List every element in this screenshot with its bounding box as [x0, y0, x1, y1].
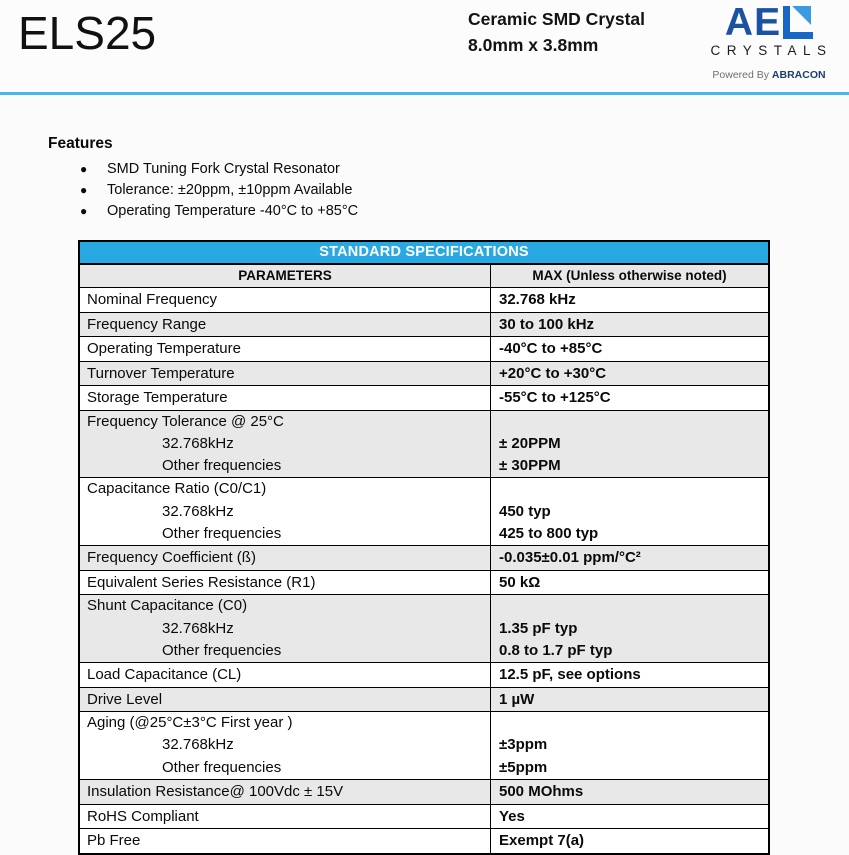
feature-text: Operating Temperature -40°C to +85°C	[107, 203, 359, 219]
value-text	[491, 478, 768, 500]
param-cell	[80, 337, 491, 361]
param-subtext: Other frequencies	[162, 457, 282, 475]
feature-text: Tolerance: ±20ppm, ±10ppm Available	[107, 182, 353, 198]
features-list	[48, 159, 849, 222]
bullet-icon: ●	[80, 162, 88, 176]
ael-logo	[698, 1, 840, 81]
value-text: ± 20PPM	[499, 434, 561, 452]
param-text: Pb Free	[87, 832, 141, 850]
product-subtitle	[468, 6, 645, 58]
param-text: Frequency Range	[87, 315, 207, 333]
feature-item	[48, 201, 849, 222]
param-text: Frequency Tolerance @ 25°C	[87, 412, 284, 430]
param-cell	[80, 805, 491, 829]
param-text: Nominal Frequency	[87, 291, 218, 308]
subtitle-line1: Ceramic SMD Crystal	[468, 9, 646, 29]
param-subtext: 32.768kHz	[162, 434, 234, 452]
value-cell	[491, 411, 768, 478]
param-text: Equivalent Series Resistance (R1)	[87, 573, 316, 591]
param-text: Operating Temperature	[87, 340, 241, 357]
value-cell	[491, 805, 768, 829]
value-text: Exempt 7(a)	[499, 832, 585, 850]
param-text: Drive Level	[87, 690, 163, 708]
spec-table	[78, 240, 770, 855]
param-subtext: 32.768kHz	[162, 619, 234, 637]
parameters-column-header: PARAMETERS	[80, 265, 491, 287]
value-text: 30 to 100 kHz	[499, 315, 595, 333]
param-cell	[80, 688, 491, 712]
value-text: 0.8 to 1.7 pF typ	[499, 641, 613, 659]
param-subtext: Other frequencies	[162, 758, 282, 776]
param-text: Capacitance Ratio (C0/C1)	[87, 480, 267, 498]
value-cell	[491, 663, 768, 687]
table-row	[80, 570, 768, 595]
powered-by-label	[698, 69, 840, 81]
feature-item	[48, 180, 849, 201]
table-row	[80, 312, 768, 337]
param-cell	[80, 663, 491, 687]
param-text: Aging (@25°C±3°C First year )	[87, 714, 293, 732]
value-cell	[491, 688, 768, 712]
param-text: Storage Temperature	[87, 389, 228, 406]
value-cell	[491, 780, 768, 804]
param-text: Load Capacitance (CL)	[87, 666, 242, 684]
param-text: RoHS Compliant	[87, 807, 199, 825]
table-row	[80, 594, 768, 662]
param-cell	[80, 478, 491, 545]
value-text: 500 MOhms	[499, 783, 584, 801]
max-column-header: MAX (Unless otherwise noted)	[532, 268, 727, 283]
table-row	[80, 477, 768, 545]
powered-by-prefix: Powered By	[712, 69, 772, 81]
value-text: ± 30PPM	[499, 457, 561, 475]
param-text: Insulation Resistance@ 100Vdc ± 15V	[87, 783, 344, 801]
table-row	[80, 804, 768, 829]
abracon-brand: ABRACON	[771, 69, 826, 81]
table-row	[80, 662, 768, 687]
logo-brand-text: AE	[724, 1, 782, 44]
value-text: -40°C to +85°C	[499, 340, 603, 357]
value-text: 1 µW	[499, 690, 535, 708]
value-cell	[491, 288, 768, 312]
param-cell	[80, 595, 491, 662]
param-cell	[80, 288, 491, 312]
page-header	[0, 0, 849, 95]
features-section	[48, 135, 849, 222]
table-row	[80, 545, 768, 570]
value-cell	[491, 595, 768, 662]
value-text	[491, 712, 768, 734]
value-text	[491, 595, 768, 617]
table-row	[80, 410, 768, 478]
value-text: 32.768 kHz	[499, 291, 576, 308]
feature-text: SMD Tuning Fork Crystal Resonator	[107, 161, 340, 177]
value-text: +20°C to +30°C	[499, 364, 607, 382]
param-cell	[80, 386, 491, 410]
value-cell	[491, 712, 768, 779]
table-row	[80, 779, 768, 804]
param-text: Turnover Temperature	[87, 364, 235, 382]
value-text: Yes	[499, 807, 525, 825]
table-row	[80, 287, 768, 312]
table-row	[80, 687, 768, 712]
subtitle-line2: 8.0mm x 3.8mm	[468, 35, 599, 55]
param-cell	[80, 362, 491, 386]
bullet-icon: ●	[80, 204, 88, 218]
logo-wordmark	[698, 1, 840, 44]
value-text: -0.035±0.01 ppm/°C²	[499, 549, 641, 567]
value-cell	[491, 386, 768, 410]
value-cell	[491, 362, 768, 386]
spec-table-body	[80, 287, 768, 853]
features-heading: Features	[48, 135, 113, 152]
param-cell	[80, 780, 491, 804]
table-row	[80, 361, 768, 386]
value-text: ±3ppm	[499, 736, 548, 754]
value-cell	[491, 546, 768, 570]
param-subtext: Other frequencies	[162, 524, 282, 542]
spec-table-header-row	[80, 263, 768, 287]
param-cell	[80, 546, 491, 570]
value-cell	[491, 337, 768, 361]
table-row	[80, 828, 768, 853]
param-cell	[80, 411, 491, 478]
bullet-icon: ●	[80, 183, 88, 197]
value-cell	[491, 313, 768, 337]
value-text: 12.5 pF, see options	[499, 666, 641, 684]
param-text: Shunt Capacitance (C0)	[87, 597, 248, 615]
param-subtext: Other frequencies	[162, 641, 282, 659]
value-text: 50 kΩ	[499, 573, 541, 591]
param-subtext: 32.768kHz	[162, 736, 234, 754]
value-text: ±5ppm	[499, 758, 548, 776]
value-cell	[491, 571, 768, 595]
table-row	[80, 336, 768, 361]
logo-l-glyph	[783, 6, 813, 39]
value-text	[491, 411, 768, 433]
value-text: -55°C to +125°C	[499, 389, 611, 406]
value-cell	[491, 478, 768, 545]
logo-sub-text: CRYSTALS	[710, 43, 833, 58]
param-cell	[80, 571, 491, 595]
param-cell	[80, 313, 491, 337]
value-text: 425 to 800 typ	[499, 524, 599, 542]
param-cell	[80, 712, 491, 779]
spec-table-title: STANDARD SPECIFICATIONS	[80, 242, 768, 263]
param-subtext: 32.768kHz	[162, 502, 234, 520]
value-text: 1.35 pF typ	[499, 619, 578, 637]
table-row	[80, 385, 768, 410]
value-text: 450 typ	[499, 502, 551, 520]
param-text: Frequency Coefficient (ß)	[87, 549, 256, 567]
table-row	[80, 711, 768, 779]
page-title: ELS25	[18, 7, 157, 59]
feature-item	[48, 159, 849, 180]
